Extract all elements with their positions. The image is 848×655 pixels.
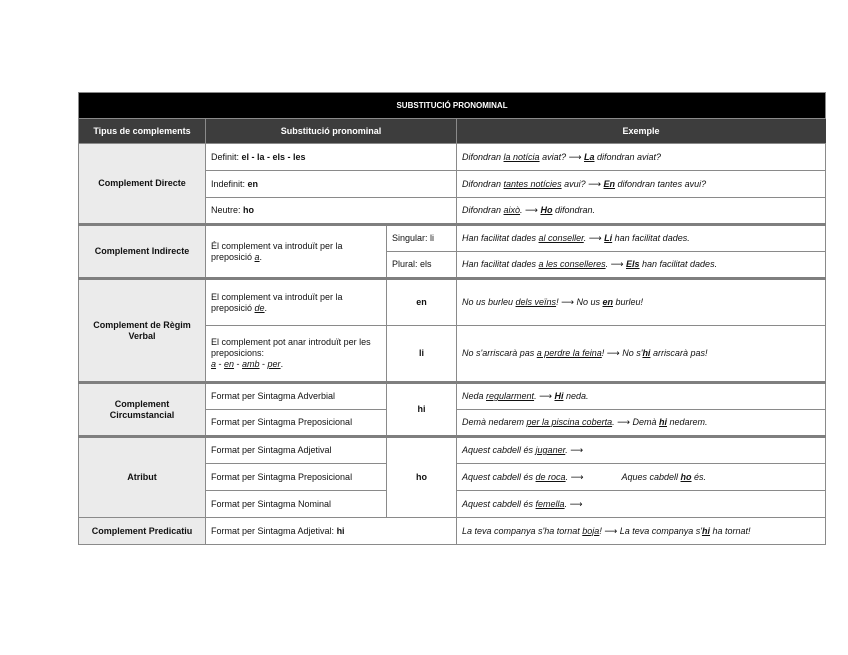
rule-cell: Indefinit: en — [206, 171, 457, 198]
category-complement-regim-verbal: Complement de Règim Verbal — [79, 279, 206, 383]
rule-cell: Format per Sintagma Adjetival — [206, 437, 387, 464]
rule-cell: Format per Sintagma Nominal — [206, 491, 387, 518]
rule-cell: Definit: el - la - els - les — [206, 144, 457, 171]
pronoun-cell: Plural: els — [387, 252, 457, 279]
table-row — [79, 279, 826, 326]
example-cell: Difondran això. ⟶ Ho difondran. — [457, 198, 826, 225]
example-cell: Aquest cabdell és de roca. ⟶ Aques cabdell ho és. — [457, 464, 826, 491]
table-row — [79, 144, 826, 171]
example-cell: No us burleu dels veïns! ⟶ No us en burleu! — [457, 279, 826, 326]
pronoun-cell: en — [387, 279, 457, 326]
table-row — [79, 437, 826, 464]
rule-cell: El complement pot anar introduït per les preposicions: a - en - amb - per. — [206, 326, 387, 383]
table-row — [79, 225, 826, 252]
example-cell: Han facilitat dades a les conselleres. ⟶ Els han facilitat dades. — [457, 252, 826, 279]
rule-cell: El complement va introduït per la preposició de. — [206, 279, 387, 326]
pronoun-cell: hi — [387, 383, 457, 437]
example-cell: Aquest cabdell és juganer. ⟶ — [457, 437, 826, 464]
rule-cell: Format per Sintagma Adjetival: hi — [206, 518, 457, 545]
example-cell: No s'arriscarà pas a perdre la feina! ⟶ No s'hi arriscarà pas! — [457, 326, 826, 383]
header-example: Exemple — [457, 119, 826, 144]
table-title: SUBSTITUCIÓ PRONOMINAL — [79, 93, 826, 119]
example-cell: Han facilitat dades al conseller. ⟶ Li han facilitat dades. — [457, 225, 826, 252]
example-cell: Neda regularment. ⟶ Hi neda. — [457, 383, 826, 410]
pronominal-substitution-table — [78, 92, 826, 545]
category-atribut: Atribut — [79, 437, 206, 518]
pronoun-cell: ho — [387, 437, 457, 518]
table-row — [79, 518, 826, 545]
category-complement-predicatiu: Complement Predicatiu — [79, 518, 206, 545]
example-cell: Difondran tantes notícies avui? ⟶ En difondran tantes avui? — [457, 171, 826, 198]
rule-cell: Format per Sintagma Preposicional — [206, 410, 387, 437]
example-cell: La teva companya s'ha tornat boja! ⟶ La teva companya s'hi ha tornat! — [457, 518, 826, 545]
rule-cell: Neutre: ho — [206, 198, 457, 225]
header-substitution: Substitució pronominal — [206, 119, 457, 144]
header-complement-type: Tipus de complements — [79, 119, 206, 144]
category-complement-indirecte: Complement Indirecte — [79, 225, 206, 279]
category-complement-circumstancial: Complement Circumstancial — [79, 383, 206, 437]
atribut-result: Aques cabdell ho és. — [621, 471, 707, 482]
pronoun-cell: li — [387, 326, 457, 383]
table-row — [79, 383, 826, 410]
rule-cell: Él complement va introduït per la preposició a. — [206, 225, 387, 279]
example-cell: Demà nedarem per la piscina coberta. ⟶ Demà hi nedarem. — [457, 410, 826, 437]
category-complement-directe: Complement Directe — [79, 144, 206, 225]
rule-cell: Format per Sintagma Adverbial — [206, 383, 387, 410]
example-cell: Aquest cabdell és femella. ⟶ — [457, 491, 826, 518]
example-cell: Difondran la notícia aviat? ⟶ La difondran aviat? — [457, 144, 826, 171]
pronoun-cell: Singular: li — [387, 225, 457, 252]
rule-cell: Format per Sintagma Preposicional — [206, 464, 387, 491]
